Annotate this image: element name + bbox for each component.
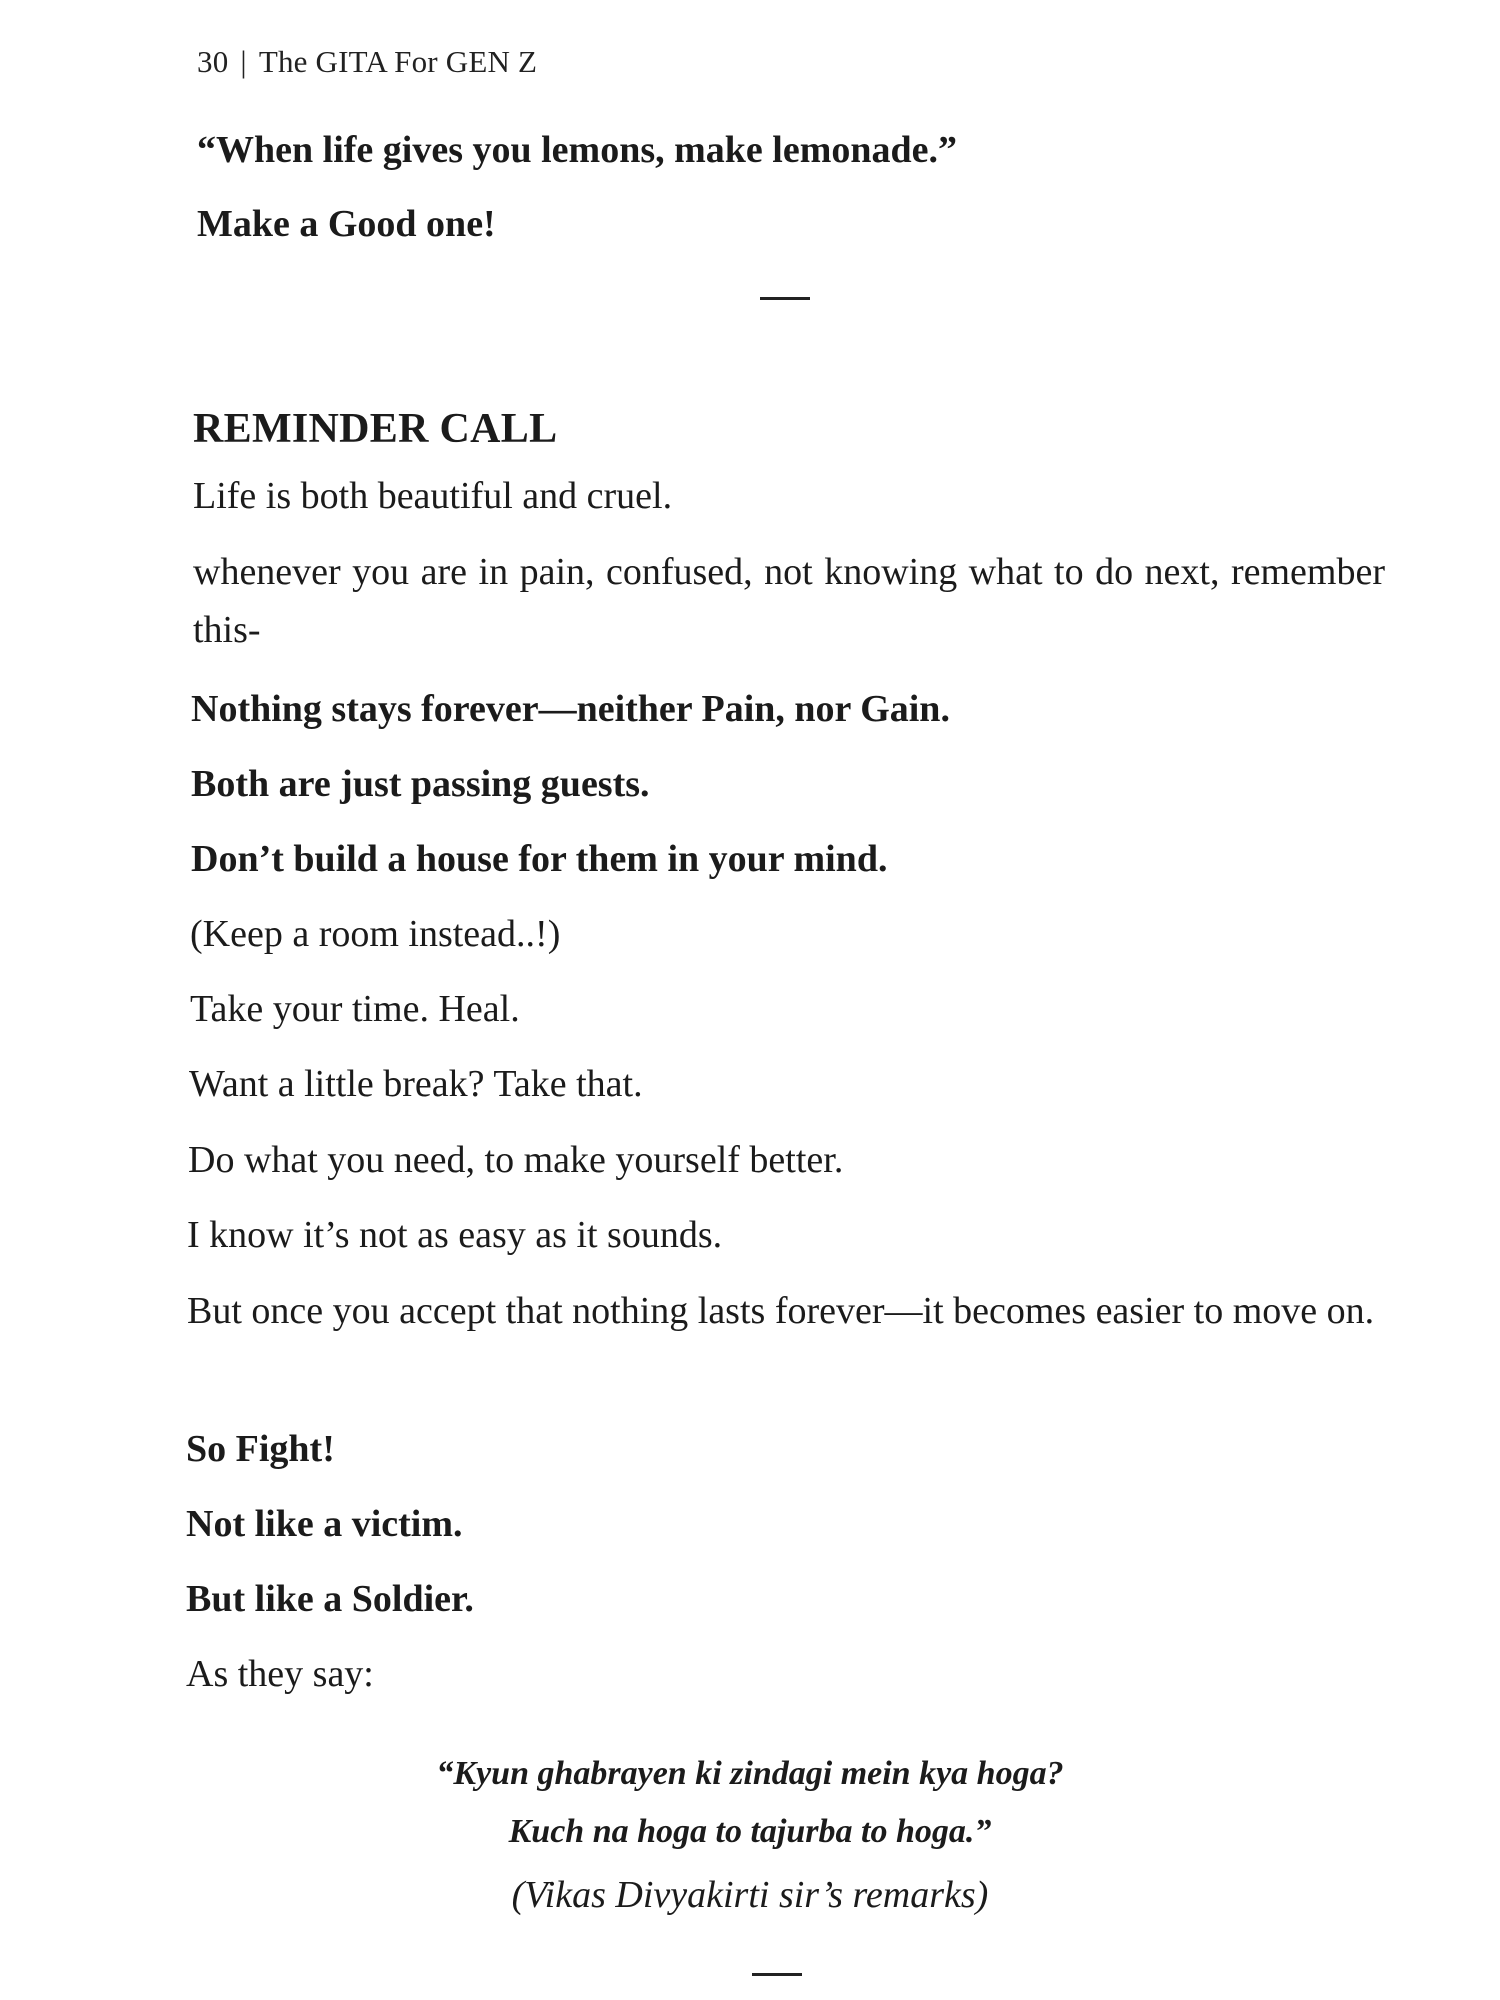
book-title: The GITA For GEN Z <box>258 44 538 79</box>
paragraph-remember: whenever you are in pain, confused, not knowing what to do next, remember this- <box>193 551 1385 651</box>
quote-attribution: (Vikas Divyakirti sir’s remarks) <box>511 1874 989 1916</box>
text-line: Want a little break? Take that. <box>189 1063 643 1105</box>
page-number: 30 <box>197 44 229 79</box>
bold-line-nothing-stays: Nothing stays forever—neither Pain, nor Gain. <box>191 688 950 730</box>
bold-line-so-fight: So Fight! <box>186 1428 335 1470</box>
header-separator: | <box>240 44 247 79</box>
paragraph-move-on: But once you accept that nothing lasts forever—it becomes easier to move on. <box>187 1290 1375 1332</box>
lemonade-quote: “When life gives you lemons, make lemonade.” <box>197 129 957 171</box>
text-line: Do what you need, to make yourself better. <box>188 1139 844 1181</box>
bold-line-passing-guests: Both are just passing guests. <box>191 763 650 805</box>
section-divider-top <box>760 297 810 300</box>
closing-quote-line-1: “Kyun ghabrayen ki zindagi mein kya hoga? <box>436 1755 1064 1792</box>
bold-line-not-victim: Not like a victim. <box>186 1503 463 1545</box>
text-line: I know it’s not as easy as it sounds. <box>187 1214 723 1256</box>
text-line: Take your time. Heal. <box>190 988 520 1030</box>
text-line: As they say: <box>186 1653 374 1695</box>
section-heading: REMINDER CALL <box>193 406 558 452</box>
section-divider-bottom <box>752 1973 802 1976</box>
text-line: (Keep a room instead..!) <box>190 913 561 955</box>
bold-line-soldier: But like a Soldier. <box>186 1578 474 1620</box>
closing-quote-line-2: Kuch na hoga to tajurba to hoga.” <box>508 1813 992 1850</box>
running-header <box>197 44 537 80</box>
bold-line-build-house: Don’t build a house for them in your mind. <box>191 838 888 880</box>
make-a-good-one: Make a Good one! <box>197 203 496 245</box>
text-line: Life is both beautiful and cruel. <box>193 475 673 517</box>
